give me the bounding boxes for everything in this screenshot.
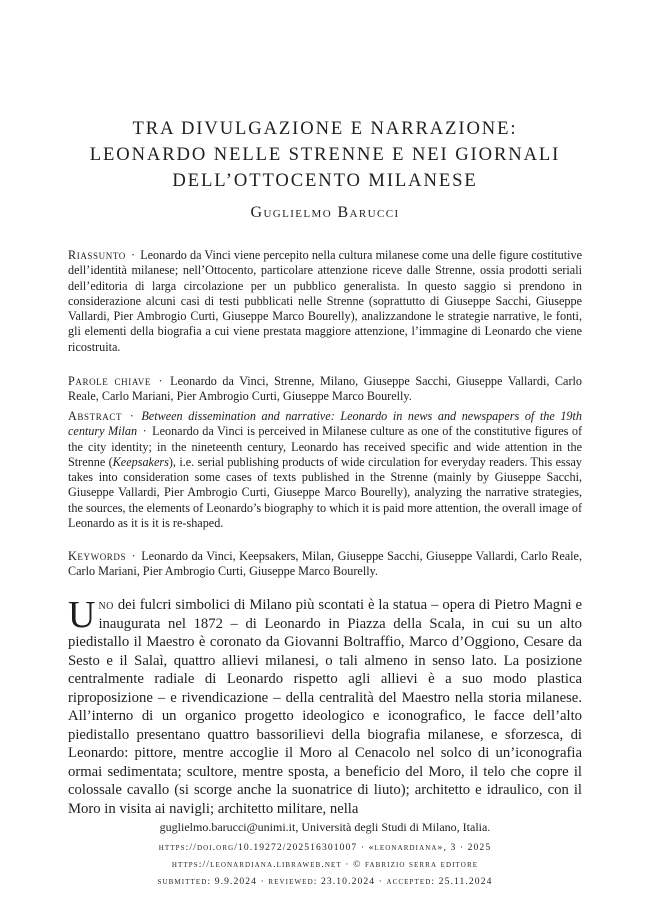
riassunto-label: Riassunto xyxy=(68,248,126,262)
parole-chiave-separator: · xyxy=(158,374,163,388)
abstract-separator: · xyxy=(129,409,134,423)
parole-chiave-block xyxy=(68,374,582,405)
author-name: Guglielmo Barucci xyxy=(250,204,400,221)
author-affiliation-footnote: guglielmo.barucci@unimi.it, Università degli Studi di Milano, Italia. xyxy=(159,820,491,834)
body-text: dei fulcri simbolici di Milano più scontati è la statua – opera di Pietro Magni e inaugurata nel 1872 – di Leonardo in Piazza della Scala, in cui su un alto piedistallo il Maestro è coronato da Giovanni Boltraffio, Marco d’Oggiono, Cesare da Sesto e il Salaì, quattro allievi milanesi, o tali almeno in senso lato. La posizione centralmente radiale di Leonardo rispetto agli allievi è a suo modo plastica riproposizione – e rivendicazione – della centralità del Maestro nella storia milanese. All’interno di un organico progetto ideologico e iconografico, le facce dell’alto piedistallo presentano quattro bassorilievi della biografia milanese, e sforzesca, di Leonardo: pittore, mentre accoglie il Moro al Cenacolo nel solco di un’iconografia ormai sedimentata; scultore, mentre sposta, a beneficio del Moro, il telo che copre il colossale cavallo (si scorge anche la suonatrice di liuto); architetto e idraulico, con il Moro in visita ai navigli; architetto militare, nella xyxy=(68,597,583,817)
abstract-label: Abstract xyxy=(68,409,123,423)
abstract-text-italic: Keepsakers xyxy=(112,454,169,469)
lead-word: no xyxy=(98,597,114,613)
title-line-3: DELL’OTTOCENTO MILANESE xyxy=(172,170,478,191)
abstract-title: Between dissemination and narrative: Leonardo in news and newspapers of the 19th century Milan xyxy=(68,409,583,439)
submission-dates-line: submitted: 9.9.2024 · reviewed: 23.10.2024 · accepted: 25.11.2024 xyxy=(157,876,493,887)
riassunto-block xyxy=(68,248,582,355)
keywords-label: Keywords xyxy=(68,549,127,563)
doi-line: https://doi.org/10.19272/202516301007 · «leonardiana», 3 · 2025 xyxy=(158,842,492,853)
riassunto-separator: · xyxy=(131,248,136,262)
abstract-text-part-2: ), i.e. serial publishing products of wide circulation for everyday readers. This essay takes into consideration some cases of texts published in the Strenne (mainly by Giuseppe Sacchi, Giuseppe Vallardi, Pier Ambrogio Curti, Giuseppe Marco Bourelly), analyzing the narrative strategies, the sources, the elements of Leonardo’s biography to which it is paid more attention, the overall image of Leonardo as it is it is re-shaped. xyxy=(68,454,582,531)
body-paragraph xyxy=(68,596,582,818)
abstract-block xyxy=(68,409,582,531)
abstract-separator-2: · xyxy=(142,424,147,439)
drop-cap: U xyxy=(68,594,96,636)
parole-chiave-label: Parole chiave xyxy=(68,374,151,388)
website-copyright-line: https://leonardiana.libraweb.net · © fabrizio serra editore xyxy=(171,859,479,870)
title-line-2: LEONARDO NELLE STRENNE E NEI GIORNALI xyxy=(89,144,561,165)
keywords-block xyxy=(68,549,582,580)
abstract-text-part-1: Leonardo da Vinci is perceived in Milanese culture as one of the constitutive figures of the city identity; in the nineteenth century, Leonardo has received specific and wide attention in the Strenne ( xyxy=(68,424,583,469)
keywords-separator: · xyxy=(131,549,136,563)
title-line-1: TRA DIVULGAZIONE E NARRAZIONE: xyxy=(132,118,518,139)
riassunto-text: Leonardo da Vinci viene percepito nella cultura milanese come una delle figure costitutive dell’identità milanese; nell’Ottocento, particolare attenzione riceve dalle Strenne, ossia prodotti seriali dell’editoria di larga circolazione per un pubblico generalista. In questo saggio si prendono in considerazione alcuni casi di testi pubblicati nelle Strenne (soprattutto di Giuseppe Sacchi, Giuseppe Vallardi, Pier Ambrogio Curti, Giuseppe Marco Bourelly), analizzandone le strategie narrative, le fonti, gli elementi della biografia a cui viene prestata maggiore attenzione, l’immagine di Leonardo che viene ricostruita. xyxy=(68,248,583,354)
keywords-text: Leonardo da Vinci, Keepsakers, Milan, Giuseppe Sacchi, Giuseppe Vallardi, Carlo Reale, Carlo Mariani, Pier Ambrogio Curti, Giuseppe Marco Bourelly. xyxy=(68,549,583,579)
article-title xyxy=(40,116,610,194)
parole-chiave-text: Leonardo da Vinci, Strenne, Milano, Giuseppe Sacchi, Giuseppe Vallardi, Carlo Reale, Carlo Mariani, Pier Ambrogio Curti, Giuseppe Marco Bourelly. xyxy=(68,374,582,404)
